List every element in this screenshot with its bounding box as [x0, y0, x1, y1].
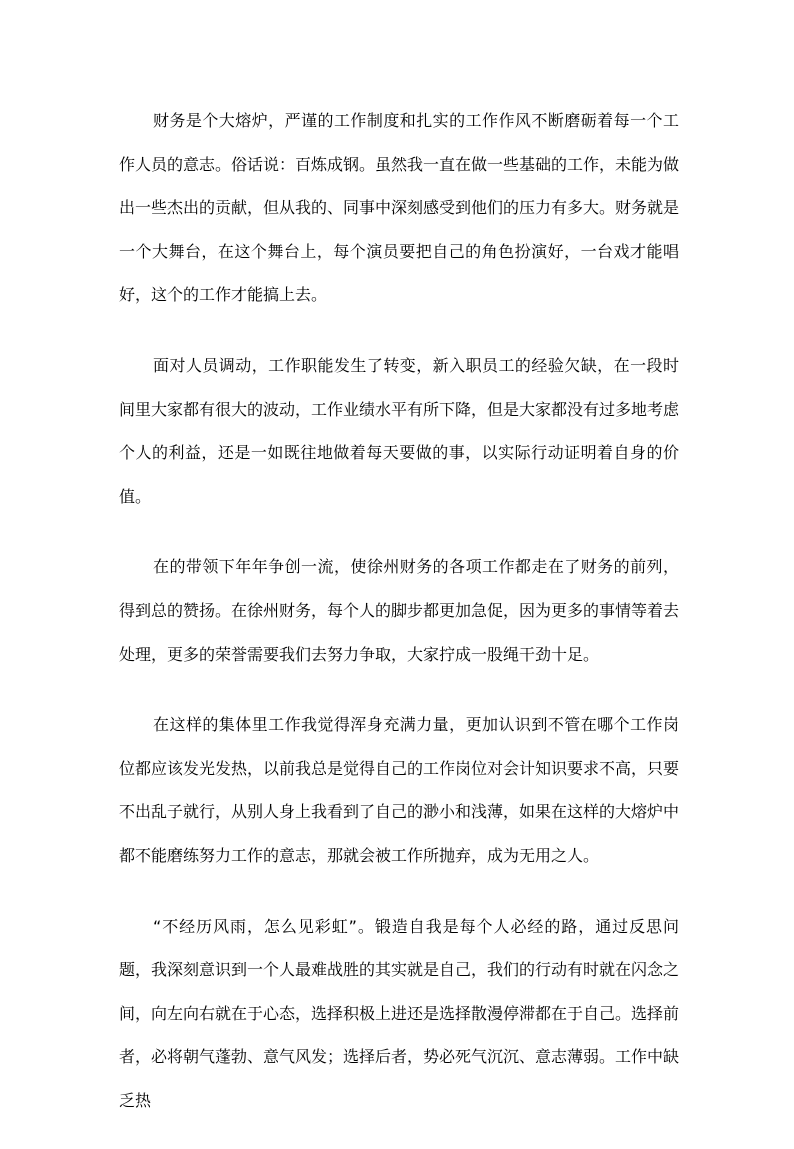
- paragraph-3: 在的带领下年年争创一流，使徐州财务的各项工作都走在了财务的前列，得到总的赞扬。在徐州财务，每个人的脚步都更加急促，因为更多的事情等着去处理，更多的荣誉需要我们去努力争取，大家拧成一股绳干劲十足。: [119, 557, 680, 664]
- paragraph-4: 在这样的集体里工作我觉得浑身充满力量，更加认识到不管在哪个工作岗位都应该发光发热，以前我总是觉得自己的工作岗位对会计知识要求不高，只要不出乱子就行，从别人身上我看到了自己的渺小和浅薄，如果在这样的大熔炉中都不能磨练努力工作的意志，那就会被工作所抛弃，成为无用之人。: [119, 715, 680, 865]
- paragraph-2: 面对人员调动，工作职能发生了转变，新入职员工的经验欠缺，在一段时间里大家都有很大的波动，工作业绩水平有所下降，但是大家都没有过多地考虑个人的利益，还是一如既往地做着每天要做的事，以实际行动证明着自身的价值。: [119, 355, 680, 506]
- document-body: [119, 99, 679, 1149]
- paragraph-5: “不经历风雨，怎么见彩虹”。锻造自我是每个人必经的路，通过反思问题，我深刻意识到一个人最难战胜的其实就是自己，我们的行动有时就在闪念之间，向左向右就在于心态，选择积极上进还是选择散漫停滞都在于自己。选择前者，必将朝气蓬勃、意气风发；选择后者，势必死气沉沉、意志薄弱。工作中缺乏热: [119, 916, 680, 1110]
- paragraph-1: 财务是个大熔炉，严谨的工作制度和扎实的工作作风不断磨砺着每一个工作人员的意志。俗话说：百炼成钢。虽然我一直在做一些基础的工作，未能为做出一些杰出的贡献，但从我的、同事中深刻感受到他们的压力有多大。财务就是一个大舞台，在这个舞台上，每个演员要把自己的角色扮演好，一台戏才能唱好，这个的工作才能搞上去。: [119, 111, 680, 305]
